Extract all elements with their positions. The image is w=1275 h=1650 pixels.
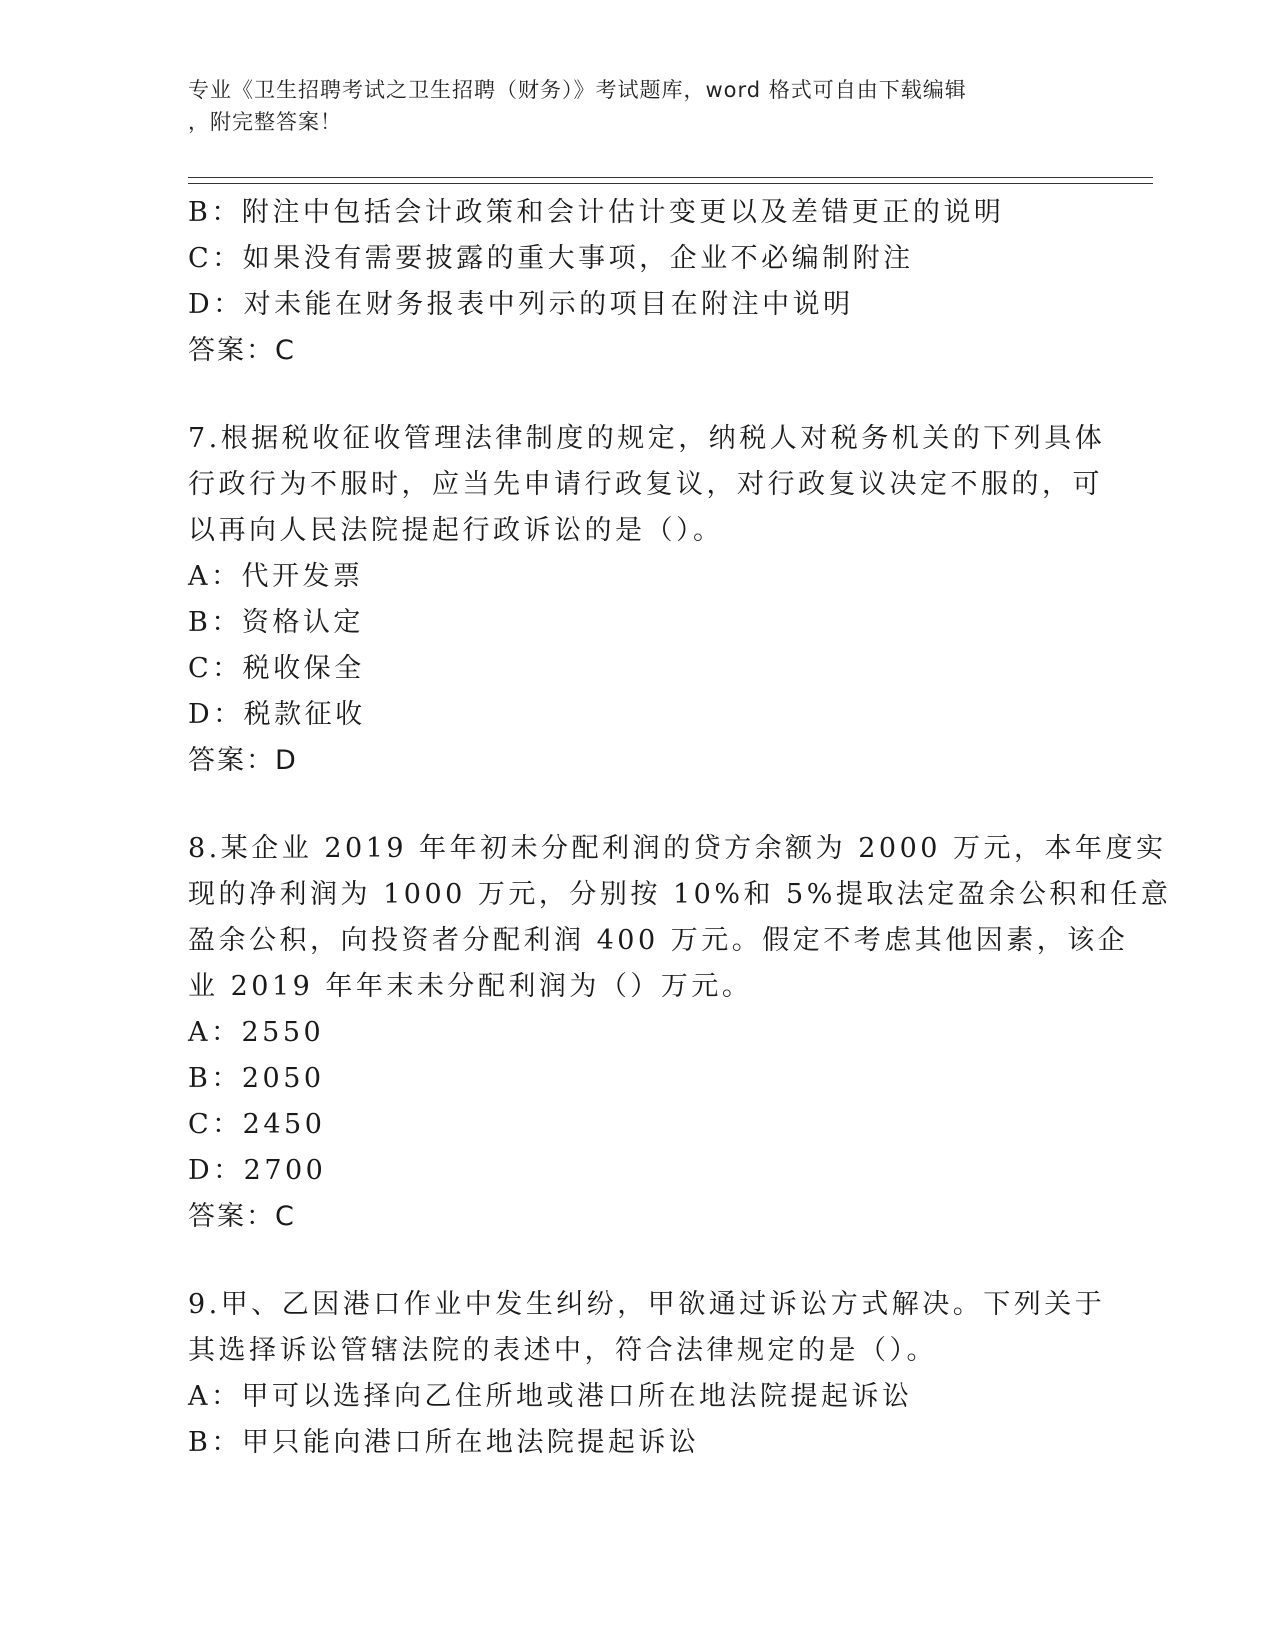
header-line-1: 专业《卫生招聘考试之卫生招聘（财务）》考试题库，word 格式可自由下载编辑 bbox=[188, 78, 967, 102]
option-c: C：2450 bbox=[188, 1109, 326, 1140]
header-divider-bottom bbox=[188, 183, 1153, 184]
option-b: B：2050 bbox=[188, 1063, 325, 1094]
question-list bbox=[188, 190, 1172, 1466]
question-stem-line: 业 2019 年年末未分配利润为（）万元。 bbox=[188, 971, 753, 1002]
header-line-2: ，附完整答案！ bbox=[188, 110, 342, 134]
question-9 bbox=[188, 1282, 1106, 1466]
option-d: D：2700 bbox=[188, 1155, 327, 1186]
question-stem-line: 其选择诉讼管辖法院的表述中，符合法律规定的是（）。 bbox=[188, 1335, 937, 1366]
question-stem-line: 现的净利润为 1000 万元，分别按 10%和 5%提取法定盈余公积和任意 bbox=[188, 879, 1172, 910]
answer: 答案：C bbox=[188, 335, 296, 366]
question-6 bbox=[188, 190, 1088, 374]
page-header bbox=[188, 74, 1068, 138]
option-c: C：如果没有需要披露的重大事项，企业不必编制附注 bbox=[188, 243, 914, 274]
question-stem-line: 9.甲、乙因港口作业中发生纠纷，甲欲通过诉讼方式解决。下列关于 bbox=[188, 1289, 1106, 1320]
question-7 bbox=[188, 416, 1106, 784]
question-stem-line: 7.根据税收征收管理法律制度的规定，纳税人对税务机关的下列具体 bbox=[188, 423, 1106, 454]
option-d: D：对未能在财务报表中列示的项目在附注中说明 bbox=[188, 289, 854, 320]
question-stem-line: 以再向人民法院提起行政诉讼的是（）。 bbox=[188, 515, 724, 546]
option-b: B：甲只能向港口所在地法院提起诉讼 bbox=[188, 1427, 700, 1458]
option-b: B：资格认定 bbox=[188, 607, 364, 638]
question-stem-line: 行政行为不服时，应当先申请行政复议，对行政复议决定不服的，可 bbox=[188, 469, 1103, 500]
option-b: B：附注中包括会计政策和会计估计变更以及差错更正的说明 bbox=[188, 197, 1005, 228]
question-8 bbox=[188, 826, 1172, 1240]
answer: 答案：D bbox=[188, 745, 298, 776]
option-c: C：税收保全 bbox=[188, 653, 365, 684]
header-divider-top bbox=[188, 177, 1153, 178]
option-a: A：2550 bbox=[188, 1017, 325, 1048]
answer: 答案：C bbox=[188, 1201, 296, 1232]
option-d: D：税款征收 bbox=[188, 699, 366, 730]
option-a: A：代开发票 bbox=[188, 561, 364, 592]
question-stem-line: 8.某企业 2019 年年初未分配利润的贷方余额为 2000 万元，本年度实 bbox=[188, 833, 1167, 864]
question-stem-line: 盈余公积，向投资者分配利润 400 万元。假定不考虑其他因素，该企 bbox=[188, 925, 1129, 956]
option-a: A：甲可以选择向乙住所地或港口所在地法院提起诉讼 bbox=[188, 1381, 913, 1412]
